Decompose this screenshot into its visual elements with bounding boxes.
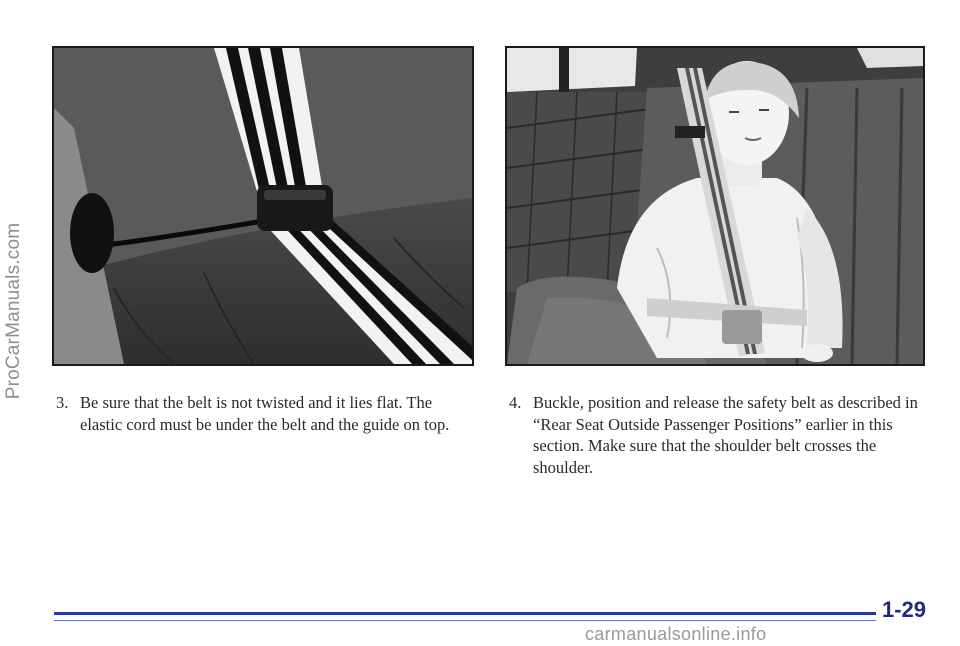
belt-guide-illustration (52, 46, 474, 366)
child-seatbelt-drawing (507, 48, 923, 364)
step-text: Buckle, position and release the safety belt as described in “Rear Seat Outside Passenger Positions” earlier in this section. Make sure that the shoulder belt crosses the shoulder. (533, 393, 918, 477)
side-watermark-text: ProCarManuals.com (3, 222, 24, 400)
footer-rule-thin (54, 620, 876, 621)
side-watermark (0, 0, 28, 646)
step-number: 3. (56, 393, 69, 412)
page-number: 1-29 (882, 597, 927, 622)
step-number: 4. (509, 393, 522, 412)
footer-rule (54, 612, 876, 615)
child-seatbelt-illustration (505, 46, 925, 366)
bottom-watermark: carmanualsonline.info (585, 624, 767, 644)
belt-guide-drawing (54, 48, 472, 364)
step-text: Be sure that the belt is not twisted and it lies flat. The elastic cord must be under the belt and the guide on top. (80, 393, 450, 434)
